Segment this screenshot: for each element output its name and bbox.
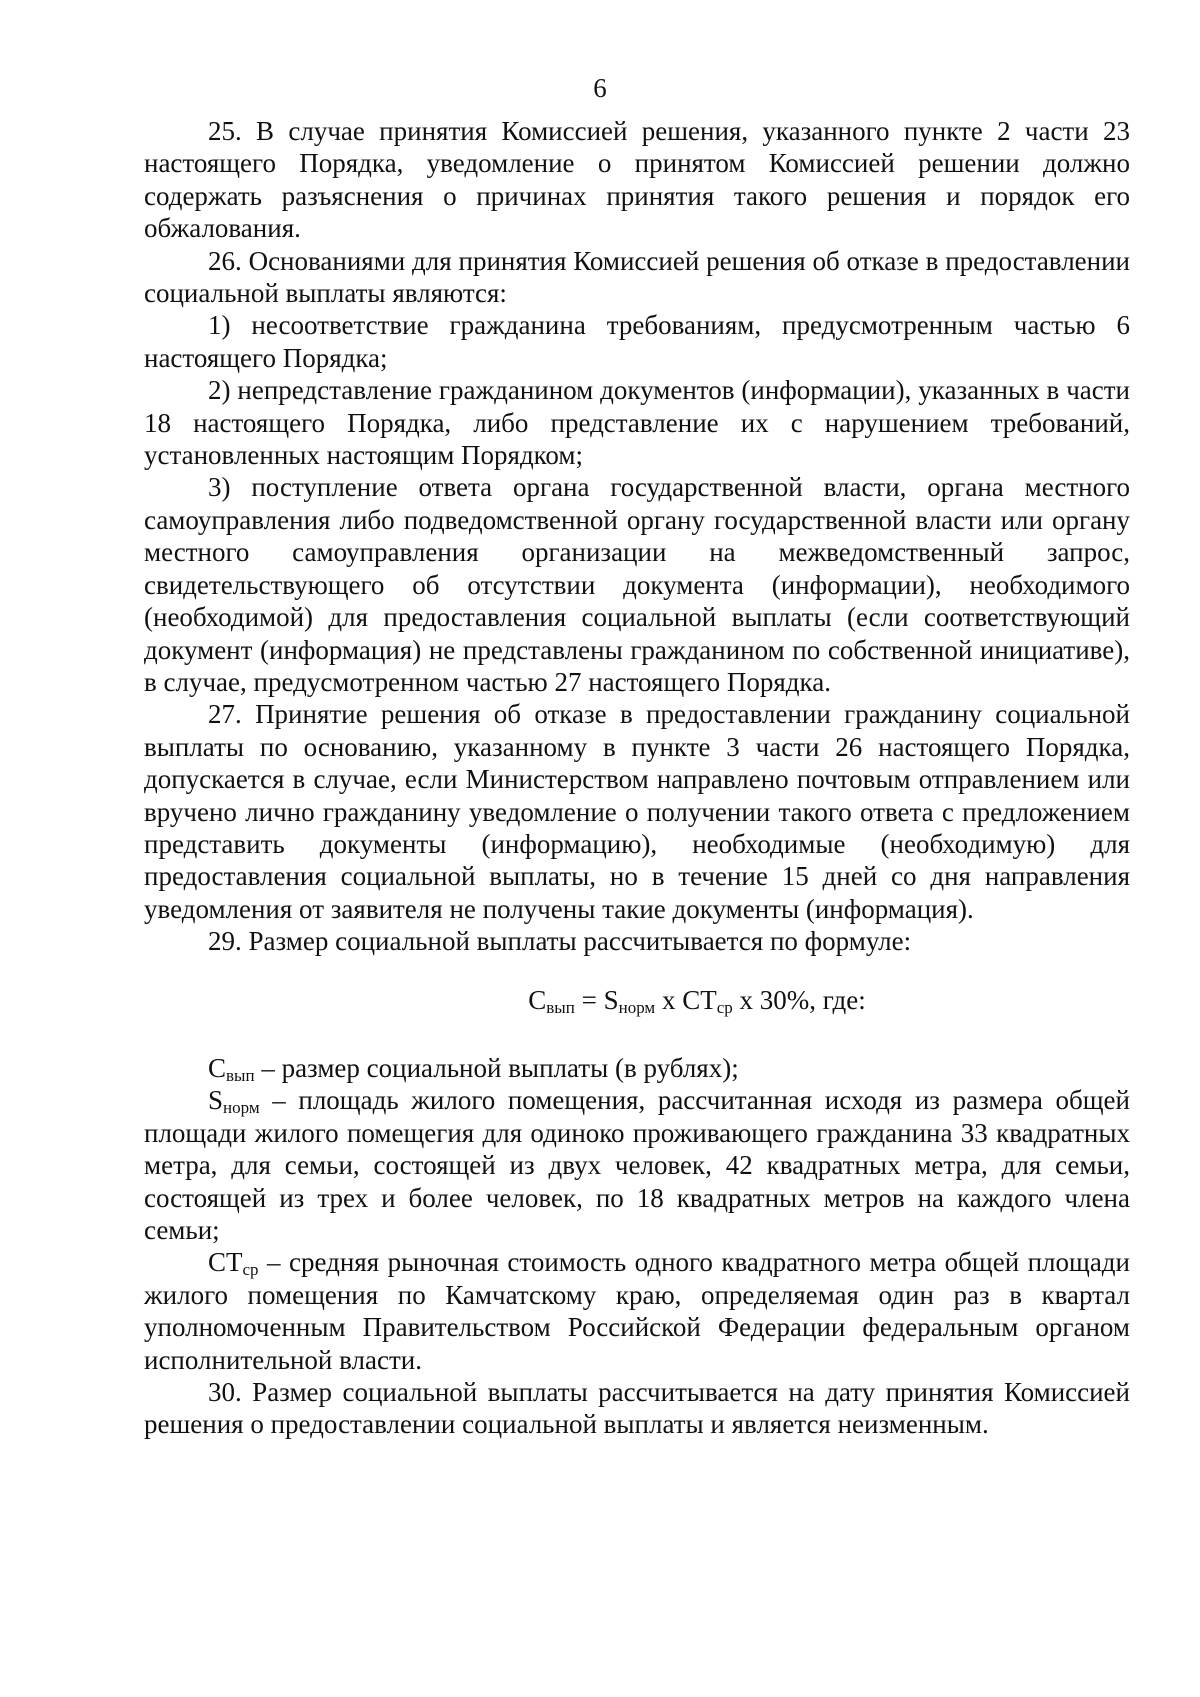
formula-ct-subscript: ср (716, 997, 733, 1017)
definition-c-symbol: С (208, 1052, 227, 1083)
payment-formula (144, 984, 1130, 1016)
formula-times: х (655, 984, 683, 1015)
definition-ct (144, 1246, 1130, 1376)
definition-s-symbol: S (208, 1085, 224, 1116)
definition-c (144, 1052, 1130, 1084)
paragraph-29: 29. Размер социальной выплаты рассчитывается по формуле: (208, 926, 912, 957)
paragraph-26: 26. Основаниями для принятия Комиссией решения об отказе в предоставлении социальной выплаты являются: (144, 245, 1130, 309)
definition-ct-symbol: СТ (208, 1247, 243, 1278)
paragraph-25: 25. В случае принятия Комиссией решения, указанного пункте 2 части 23 настоящего Порядка, уведомление о принятом Комиссией решении должно содержать разъяснения о причинах принятия такого решения и порядок его обжалования. (144, 116, 1130, 244)
paragraph-27: 27. Принятие решения об отказе в предоставлении гражданину социальной выплаты по основанию, указанному в пункте 3 части 26 настоящего Порядка, допускается в случае, если Министерством направлено почтовым отправлением или вручено лично гражданину уведомление о получении такого ответа с предложением представить документы (информацию), необходимые (необходимую) для предоставления социальной выплаты, но в течение 15 дней со дня направления уведомления от заявителя не получены такие документы (информация). (144, 699, 1130, 924)
definition-ct-subscript: ср (242, 1260, 259, 1280)
definition-c-subscript: вып (226, 1065, 255, 1085)
page-number: 6 (593, 73, 607, 103)
formula-c-symbol: С (528, 984, 547, 1015)
formula-s-symbol: S (603, 984, 619, 1015)
paragraph-30: 30. Размер социальной выплаты рассчитывается на дату принятия Комиссией решения о предоставлении социальной выплаты и является неизменным. (144, 1377, 1130, 1440)
paragraph-26-item-2: 2) непредставление гражданином документов (информации), указанных в части 18 настоящего Порядка, либо представление их с нарушением требований, установленных настоящим Порядком; (144, 375, 1130, 471)
formula-ct-symbol: СТ (682, 984, 717, 1015)
formula-s-subscript: норм (618, 997, 656, 1017)
definition-s (144, 1084, 1130, 1246)
formula-tail: х 30%, где: (732, 984, 866, 1015)
formula-equals: = (574, 984, 604, 1015)
document-body (144, 115, 1130, 1441)
definition-c-text: – размер социальной выплаты (в рублях); (254, 1052, 739, 1083)
definition-s-text: – площадь жилого помещения, рассчитанная исходя из размера общей площади жилого помещегия для одиноко проживающего гражданина 33 квадратных метра, для семьи, состоящей из двух человек, 42 квадратных метра, для семьи, состоящей из трех и более человек, по 18 квадратных метров на каждого члена семьи; (144, 1085, 1130, 1245)
paragraph-26-item-1: 1) несоответствие гражданина требованиям, предусмотренным частью 6 настоящего Порядка; (144, 310, 1130, 373)
paragraph-26-item-3: 3) поступление ответа органа государственной власти, органа местного самоуправления либо подведомственной органу государственной власти или органу местного самоуправления организации на межведомственный запрос, свидетельствующего об отсутствии документа (информации), необходимого (необходимой) для предоставления социальной выплаты (если соответствующий документ (информация) не представлены гражданином по собственной инициативе), в случае, предусмотренном частью 27 настоящего Порядка. (144, 472, 1130, 697)
definition-s-subscript: норм (223, 1098, 260, 1118)
formula-c-subscript: вып (546, 997, 575, 1017)
definition-ct-text: – средняя рыночная стоимость одного квадратного метра общей площади жилого помещения по Камчатскому краю, определяемая один раз в квартал уполномоченным Правительством Российской Федерации федеральным органом исполнительной власти. (144, 1247, 1130, 1375)
